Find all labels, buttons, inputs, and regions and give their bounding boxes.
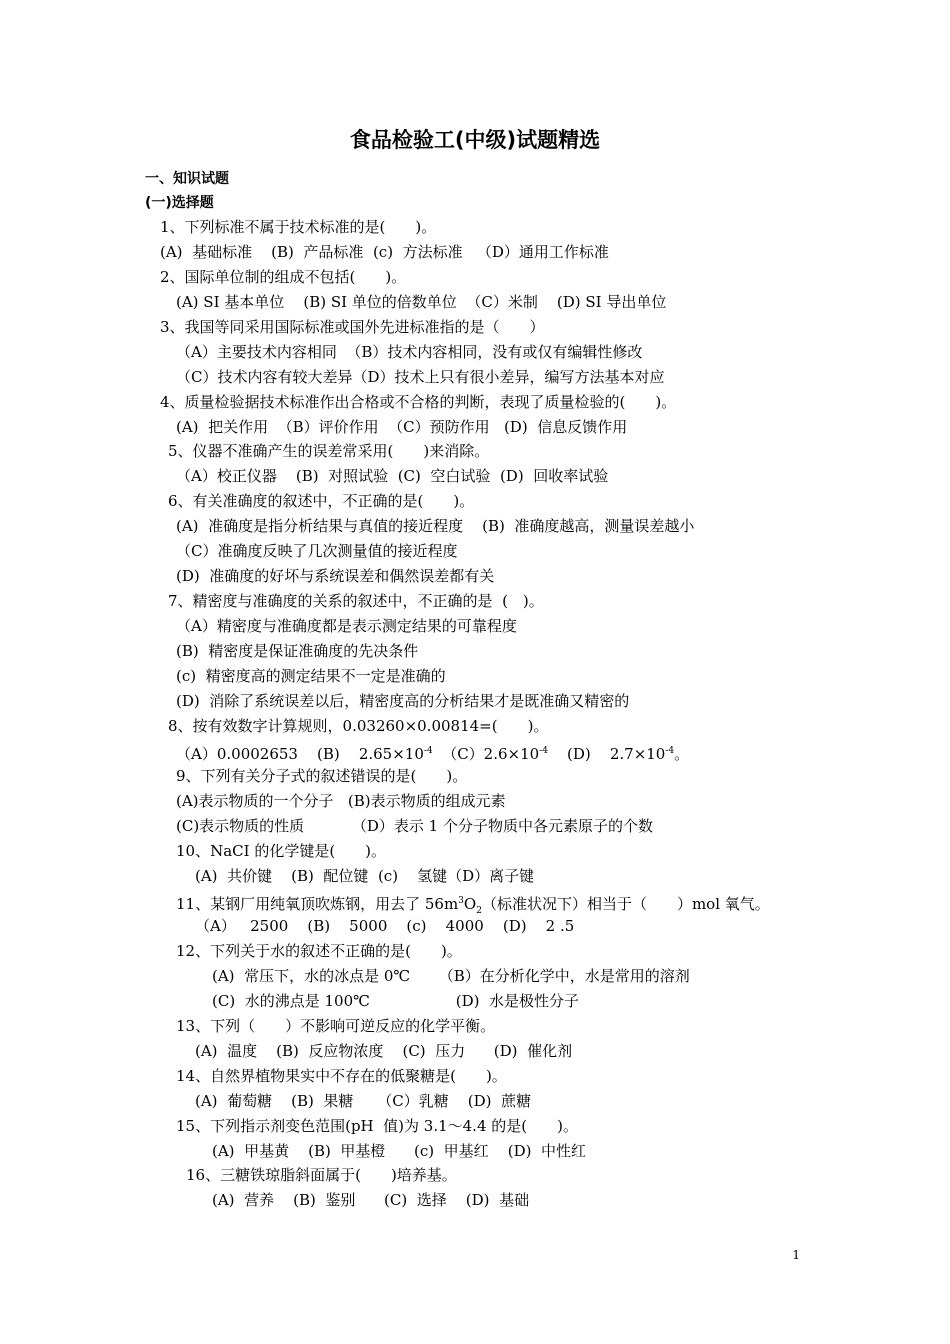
question-4-stem: 4、质量检验据技术标准作出合格或不合格的判断，表现了质量检验的( )。 (160, 393, 677, 411)
question-10-stem: 10、NaCI 的化学键是( )。 (176, 842, 387, 860)
question-13-stem: 13、下列（ ）不影响可逆反应的化学平衡。 (176, 1017, 496, 1035)
question-2-options: (A) SI 基本单位 (B) SI 单位的倍数单位 （C）米制 (D) SI 导出单位 (176, 293, 667, 311)
question-11-stem-b: O (463, 895, 477, 913)
question-3-options-1: （A）主要技术内容相同 （B）技术内容相同，没有或仅有编辑性修改 (176, 343, 643, 361)
question-10-options: (A) 共价键 (B) 配位键 (c) 氢键（D）离子键 (195, 867, 535, 885)
question-7-option-b: (B) 精密度是保证准确度的先决条件 (176, 642, 419, 660)
question-11-superscript: 3 (458, 896, 464, 906)
question-12-stem: 12、下列关于水的叙述不正确的是( )。 (176, 942, 462, 960)
question-9-options-1: (A)表示物质的一个分子 (B)表示物质的组成元素 (176, 792, 506, 810)
question-2-stem: 2、国际单位制的组成不包括( )。 (160, 268, 407, 286)
page-title: 食品检验工(中级)试题精选 (349, 128, 601, 152)
question-8-exponent-b: -4 (423, 746, 433, 756)
question-14-options: (A) 葡萄糖 (B) 果糖 （C）乳糖 (D) 蔗糖 (195, 1092, 532, 1110)
question-3-stem: 3、我国等同采用国际标准或国外先进标准指的是（ ） (160, 318, 545, 336)
question-11-stem-c: （标准状况下）相当于（ ）mol 氧气。 (481, 895, 770, 913)
question-7-option-a: （A）精密度与准确度都是表示测定结果的可靠程度 (176, 617, 517, 635)
question-13-options: (A) 温度 (B) 反应物浓度 (C) 压力 (D) 催化剂 (195, 1042, 573, 1060)
question-7-stem: 7、精密度与准确度的关系的叙述中，不正确的是 ( )。 (168, 592, 544, 610)
question-15-stem: 15、下列指示剂变色范围(pH 值)为 3.1～4.4 的是( )。 (176, 1117, 578, 1135)
question-4-options: (A) 把关作用 （B）评价作用 （C）预防作用 (D) 信息反馈作用 (176, 418, 628, 436)
question-6-options-1: (A) 准确度是指分析结果与真值的接近程度 (B) 准确度越高，测量误差越小 (176, 517, 695, 535)
question-7-option-d: (D) 消除了系统误差以后，精密度高的分析结果才是既准确又精密的 (176, 692, 630, 710)
question-15-options: (A) 甲基黄 (B) 甲基橙 (c) 甲基红 (D) 中性红 (212, 1142, 586, 1160)
question-16-stem: 16、三糖铁琼脂斜面属于( )培养基。 (186, 1166, 457, 1184)
section-heading: 一、知识试题 (145, 171, 229, 187)
question-8-option-a: （A）0.0002653 (B) 2.65×10 (176, 745, 424, 763)
question-6-options-2: （C）准确度反映了几次测量值的接近程度 (176, 542, 458, 560)
question-1-stem: 1、下列标准不属于技术标准的是( )。 (160, 218, 437, 236)
question-5-stem: 5、仪器不准确产生的误差常采用( )来消除。 (168, 442, 490, 460)
page-number: 1 (792, 1248, 800, 1262)
question-14-stem: 14、自然界植物果实中不存在的低聚糖是( )。 (176, 1067, 507, 1085)
question-1-options: (A) 基础标准 (B) 产品标准 (c) 方法标准 （D）通用工作标准 (160, 243, 609, 261)
question-7-option-c: (c) 精密度高的测定结果不一定是准确的 (176, 667, 446, 685)
question-12-options-1: (A) 常压下，水的冰点是 0℃ （B）在分析化学中，水是常用的溶剂 (212, 967, 690, 985)
question-6-stem: 6、有关准确度的叙述中，不正确的是( )。 (168, 492, 475, 510)
question-8-end: 。 (674, 745, 690, 763)
question-8-option-c: （C）2.6×10 (432, 745, 540, 763)
question-8-options (176, 741, 689, 764)
question-3-options-2: （C）技术内容有较大差异（D）技术上只有很小差异，编写方法基本对应 (176, 368, 665, 386)
question-11-subscript: 2 (476, 906, 482, 916)
question-11-stem-a: 11、某钢厂用纯氧顶吹炼钢，用去了 56m (176, 895, 459, 913)
question-8-exponent-c: -4 (539, 746, 548, 756)
subsection-heading: (一)选择题 (145, 195, 214, 211)
question-9-stem: 9、下列有关分子式的叙述错误的是( )。 (176, 767, 468, 785)
question-8-option-d: (D) 2.7×10 (547, 745, 666, 763)
question-8-exponent-d: -4 (665, 746, 675, 756)
question-16-options: (A) 营养 (B) 鉴别 (C) 选择 (D) 基础 (212, 1191, 530, 1209)
question-6-options-3: (D) 准确度的好坏与系统误差和偶然误差都有关 (176, 567, 495, 585)
question-12-options-2: (C) 水的沸点是 100℃ (D) 水是极性分子 (212, 992, 579, 1010)
question-9-options-2: (C)表示物质的性质 （D）表示 1 个分子物质中各元素原子的个数 (176, 817, 653, 835)
question-5-options: （A）校正仪器 (B) 对照试验 (C) 空白试验 (D) 回收率试验 (176, 467, 609, 485)
question-8-stem: 8、按有效数字计算规则，0.03260×0.00814=( )。 (168, 717, 549, 735)
question-11-options: （A） 2500 (B) 5000 (c) 4000 (D) 2 .5 (195, 917, 575, 935)
